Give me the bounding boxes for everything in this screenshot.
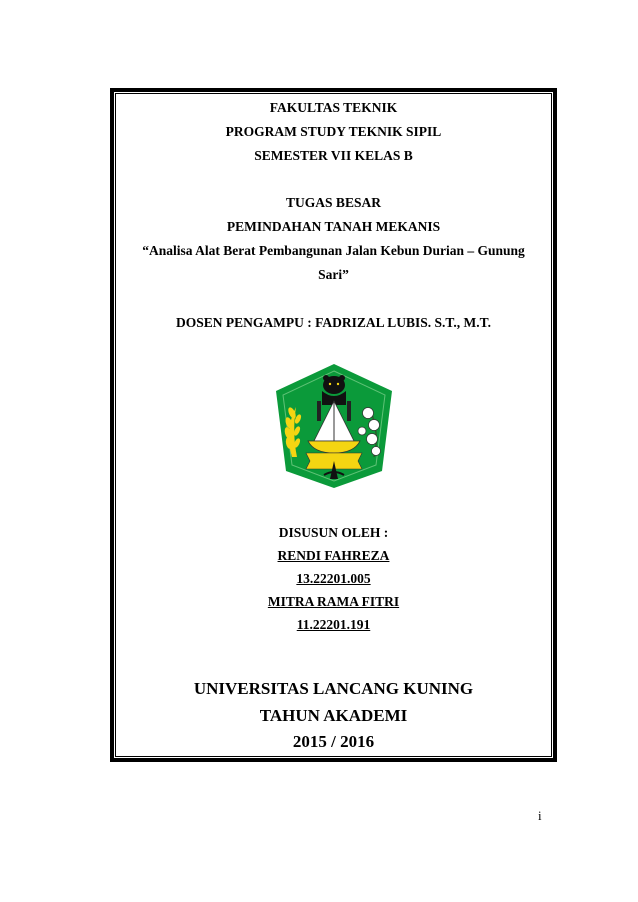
semester-heading: SEMESTER VII KELAS B (254, 148, 413, 163)
course-name: PEMINDAHAN TANAH MEKANIS (226, 219, 441, 234)
program-heading: PROGRAM STUDY TEKNIK SIPIL (225, 124, 442, 139)
lecturer-line: DOSEN PENGAMPU : FADRIZAL LUBIS. S.T., M.T. (175, 315, 492, 330)
university-name: UNIVERSITAS LANCANG KUNING (193, 679, 474, 698)
assignment-type: TUGAS BESAR (286, 195, 381, 210)
faculty-heading: FAKULTAS TEKNIK (269, 100, 398, 115)
author-id-1: 13.22201.005 (296, 571, 371, 586)
author-id-2: 11.22201.191 (296, 617, 371, 632)
authors-heading: DISUSUN OLEH : (278, 525, 389, 540)
university-emblem-icon (270, 361, 398, 491)
author-name-2: MITRA RAMA FITRI (267, 594, 400, 609)
academic-year-label: TAHUN AKADEMI (259, 706, 408, 725)
page-number: i (538, 808, 542, 823)
author-name-1: RENDI FAHREZA (277, 548, 390, 563)
assignment-title-line-1: “Analisa Alat Berat Pembangunan Jalan Kebun Durian – Gunung (142, 243, 525, 258)
academic-year: 2015 / 2016 (292, 732, 375, 751)
assignment-title-line-2: Sari” (318, 267, 349, 282)
